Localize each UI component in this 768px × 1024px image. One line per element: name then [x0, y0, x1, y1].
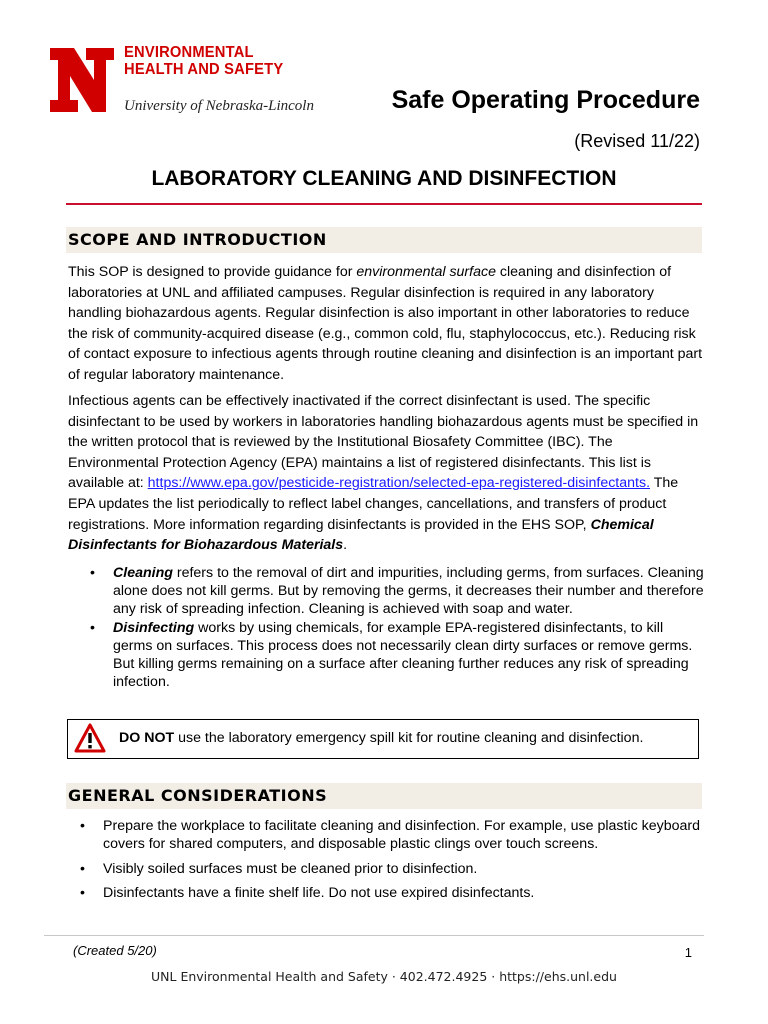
- general-heading: GENERAL CONSIDERATIONS: [68, 786, 328, 805]
- epa-link[interactable]: https://www.epa.gov/pesticide-registration/selected-epa-registered-disinfectants.: [147, 475, 651, 492]
- list-item: • Prepare the workplace to facilitate cleaning and disinfection. For example, use plastic keyboard covers for shared computers, and disposable plastic clings over touch screens.: [80, 818, 700, 852]
- definitions-list: [68, 565, 704, 692]
- org-name-line1: ENVIRONMENTAL: [124, 44, 254, 61]
- revision-date: (Revised 11/22): [574, 131, 700, 151]
- list-item: • Disinfecting works by using chemicals, for example EPA-registered disinfectants, to kill germs on surfaces. This process does not necessarily clean dirty surfaces or remove germs. But killing germs remaining on a surface after cleaning further reduces any risk of spreading infection.: [90, 620, 693, 690]
- page-number: 1: [684, 945, 692, 960]
- footer-contact: UNL Environmental Health and Safety · 402.472.4925 · https://ehs.unl.edu: [151, 969, 617, 984]
- bullet: •: [80, 885, 85, 902]
- bullet: •: [90, 565, 95, 581]
- bullet: •: [90, 620, 95, 637]
- footer-divider: [44, 935, 704, 936]
- term: Cleaning: [113, 565, 173, 581]
- warning-text: DO NOT use the laboratory emergency spill kit for routine cleaning and disinfection.: [119, 730, 644, 746]
- list-item: • Visibly soiled surfaces must be cleaned prior to disinfection.: [80, 860, 478, 877]
- university-name: University of Nebraska-Lincoln: [124, 98, 314, 114]
- bullet: •: [80, 860, 85, 877]
- sop-title: Safe Operating Procedure: [391, 86, 700, 114]
- org-name-line2: HEALTH AND SAFETY: [124, 61, 284, 78]
- scope-heading: SCOPE AND INTRODUCTION: [68, 230, 327, 249]
- list-item: • Cleaning refers to the removal of dirt and impurities, including germs, from surfaces. Cleaning alone does not kill germs. But by removing the germs, it decreases their number and therefore any risk of spreading infection. Cleaning is achieved with soap and water.: [90, 565, 704, 617]
- unl-n-logo: [48, 46, 116, 114]
- warning-triangle-icon: [74, 723, 106, 753]
- created-date: (Created 5/20): [73, 943, 157, 958]
- document-title: LABORATORY CLEANING AND DISINFECTION: [151, 167, 617, 190]
- emphasis: environmental surface: [356, 264, 496, 280]
- considerations-list: [58, 818, 704, 903]
- sop-reference: Chemical Disinfectants for Biohazardous Materials: [68, 516, 654, 554]
- scope-paragraph-1: This SOP is designed to provide guidance for environmental surface cleaning and disinfection of laboratories at UNL and affiliated campuses. Regular disinfection is required in any laboratory handling biohazardous agents. Regular disinfection is also important in other laboratories to reduce the risk of community-acquired disease (e.g., common cold, flu, staphylococcus, etc.). Reducing risk of contact exposure to infectious agents through routine cleaning and disinfection is an important part of regular laboratory maintenance.: [68, 264, 703, 383]
- bullet: •: [80, 818, 85, 834]
- org-name: [124, 44, 283, 78]
- scope-paragraph-2: Infectious agents can be effectively inactivated if the correct disinfectant is used. The specific disinfectant to be used by workers in laboratories handling biohazardous agents must be specified in the written protocol that is reviewed by the Institutional Biosafety Committee (IBC). The Environmental Protection Agency (EPA) maintains a list of registered disinfectants. This list is available at: https://www.epa.gov/pesticide-registration/selected-epa-registered-disinfectants. The EPA updates the list periodically to reflect label changes, cancellations, and transfers of product registrations. More information regarding disinfectants is provided in the EHS SOP, Chemical Disinfectants for Biohazardous Materials.: [68, 393, 699, 554]
- list-item: • Disinfectants have a finite shelf life. Do not use expired disinfectants.: [80, 885, 535, 902]
- term: Disinfecting: [113, 620, 195, 637]
- title-divider: [66, 203, 702, 205]
